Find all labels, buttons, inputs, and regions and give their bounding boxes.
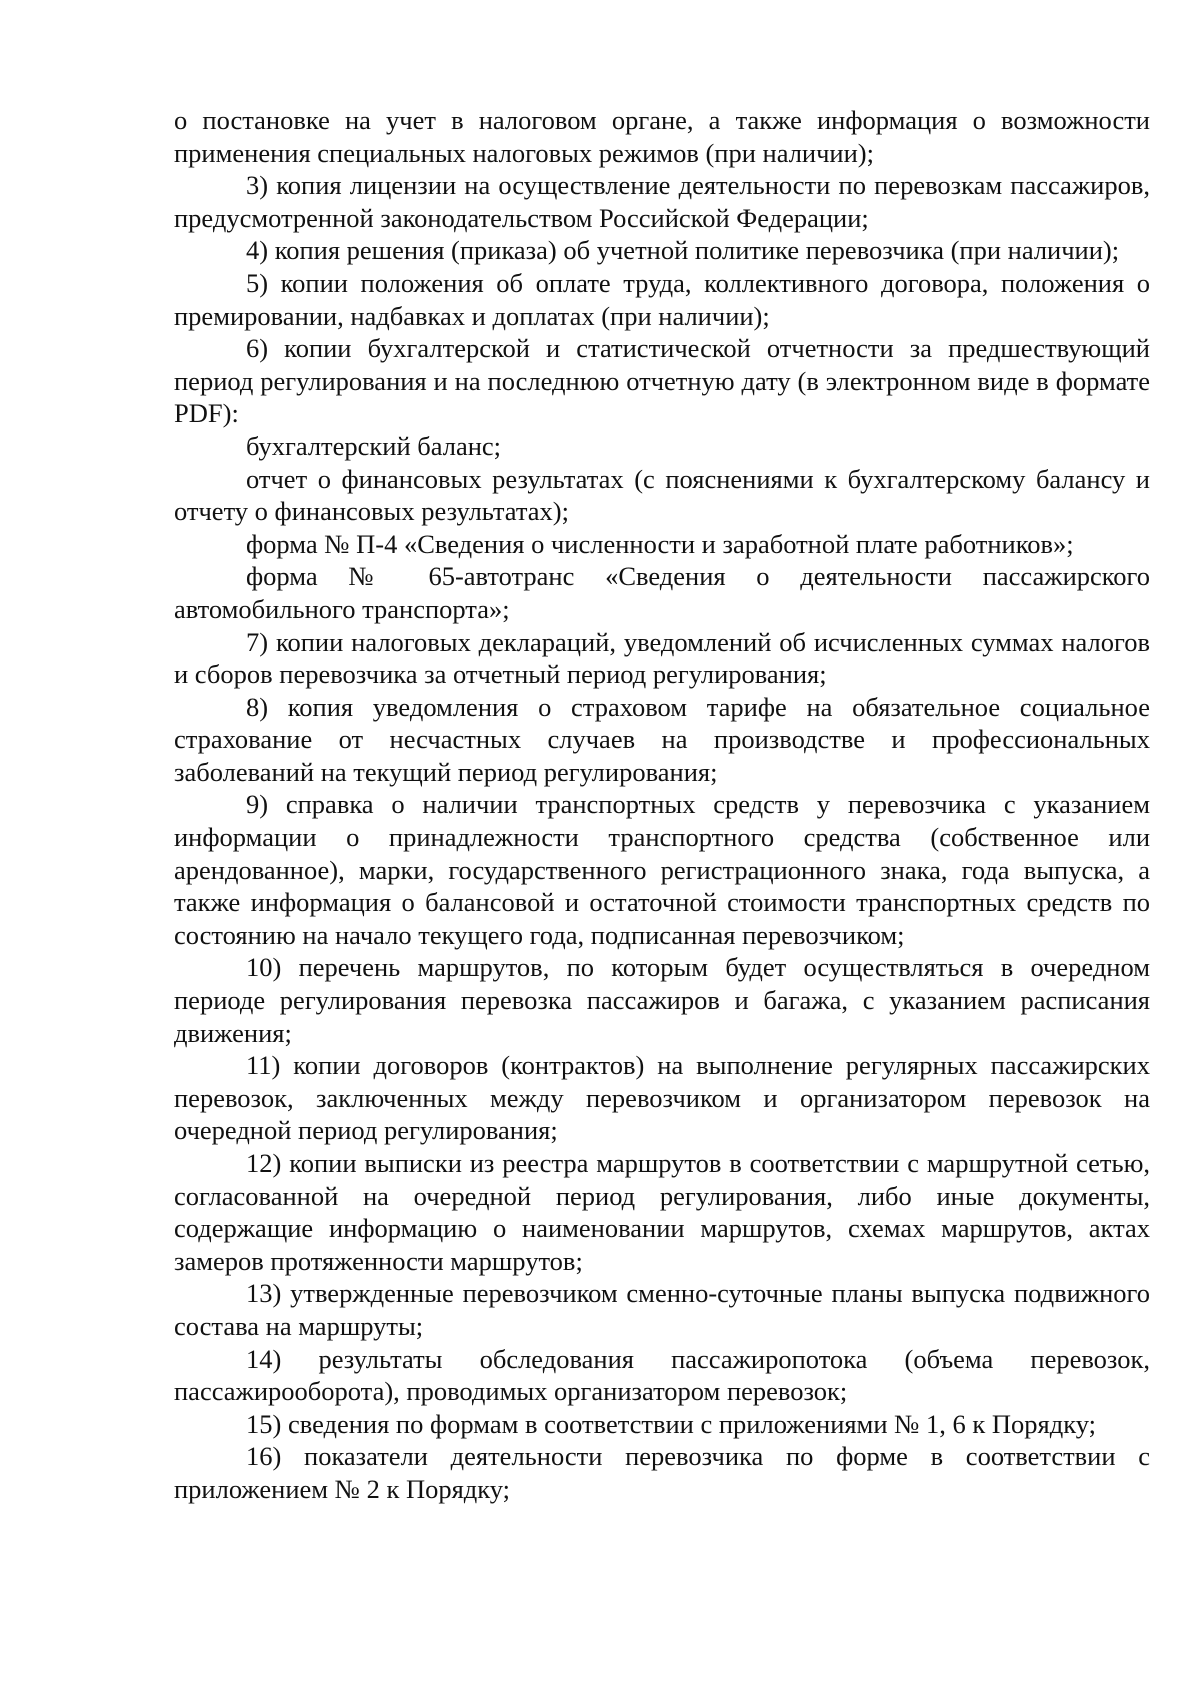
paragraph-form-p4: форма № П-4 «Сведения о численности и заработной плате работников»; bbox=[246, 528, 1074, 559]
paragraph-item-16: 16) показатели деятельности перевозчика по форме в соответствии с приложением № 2 к Порядку; bbox=[174, 1441, 1150, 1504]
paragraph-item-8: 8) копия уведомления о страховом тарифе на обязательное социальное страхование от несчастных случаев на производстве и профессиональных заболеваний на текущий период регулирования; bbox=[174, 691, 1150, 787]
paragraph-item-15: 15) сведения по формам в соответствии с приложениями № 1, 6 к Порядку; bbox=[246, 1408, 1096, 1439]
document-page bbox=[174, 104, 1150, 1506]
paragraph-item-7: 7) копии налоговых деклараций, уведомлений об исчисленных суммах налогов и сборов перевозчика за отчетный период регулирования; bbox=[174, 626, 1150, 690]
paragraph-item-9: 9) справка о наличии транспортных средств у перевозчика с указанием информации о принадлежности транспортного средства (собственное или арендованное), марки, государственного регистрационного знака, года выпуска, а также информация о балансовой и остаточной стоимости транспортных средств по состоянию на начало текущего года, подписанная перевозчиком; bbox=[174, 789, 1150, 950]
paragraph-item-14: 14) результаты обследования пассажиропотока (объема перевозок, пассажирооборота), проводимых организатором перевозок; bbox=[174, 1343, 1150, 1407]
paragraph-item-13: 13) утвержденные перевозчиком сменно-суточные планы выпуска подвижного состава на маршруты; bbox=[174, 1278, 1150, 1341]
paragraph-item-4: 4) копия решения (приказа) об учетной политике перевозчика (при наличии); bbox=[246, 235, 1120, 266]
paragraph-item-3: 3) копия лицензии на осуществление деятельности по перевозкам пассажиров, предусмотренной законодательством Российской Федерации; bbox=[174, 170, 1150, 233]
paragraph-item-11: 11) копии договоров (контрактов) на выполнение регулярных пассажирских перевозок, заключенных между перевозчиком и организатором перевозок на очередной период регулирования; bbox=[174, 1050, 1150, 1146]
paragraph-item-6: 6) копии бухгалтерской и статистической отчетности за предшествующий период регулирования и на последнюю отчетную дату (в электронном виде в формате PDF): bbox=[174, 333, 1150, 429]
paragraph-item-12: 12) копии выписки из реестра маршрутов в соответствии с маршрутной сетью, согласованной на очередной период регулирования, либо иные документы, содержащие информацию о наименовании маршрутов, схемах маршрутов, актах замеров протяженности маршрутов; bbox=[174, 1148, 1150, 1276]
paragraph-item-10: 10) перечень маршрутов, по которым будет осуществляться в очередном периоде регулирования перевозка пассажиров и багажа, с указанием расписания движения; bbox=[174, 952, 1150, 1048]
paragraph-form-65: форма № 65-автотранс «Сведения о деятельности пассажирского автомобильного транспорта»; bbox=[174, 561, 1150, 624]
paragraph-continuation: о постановке на учет в налоговом органе, а также информация о возможности применения специальных налоговых режимов (при наличии); bbox=[174, 105, 1150, 168]
paragraph-item-5: 5) копии положения об оплате труда, коллективного договора, положения о премировании, надбавках и доплатах (при наличии); bbox=[174, 267, 1150, 331]
paragraph-balance-sheet: бухгалтерский баланс; bbox=[246, 430, 502, 461]
paragraph-financial-results: отчет о финансовых результатах (с пояснениями к бухгалтерскому балансу и отчету о финансовых результатах); bbox=[174, 463, 1150, 527]
